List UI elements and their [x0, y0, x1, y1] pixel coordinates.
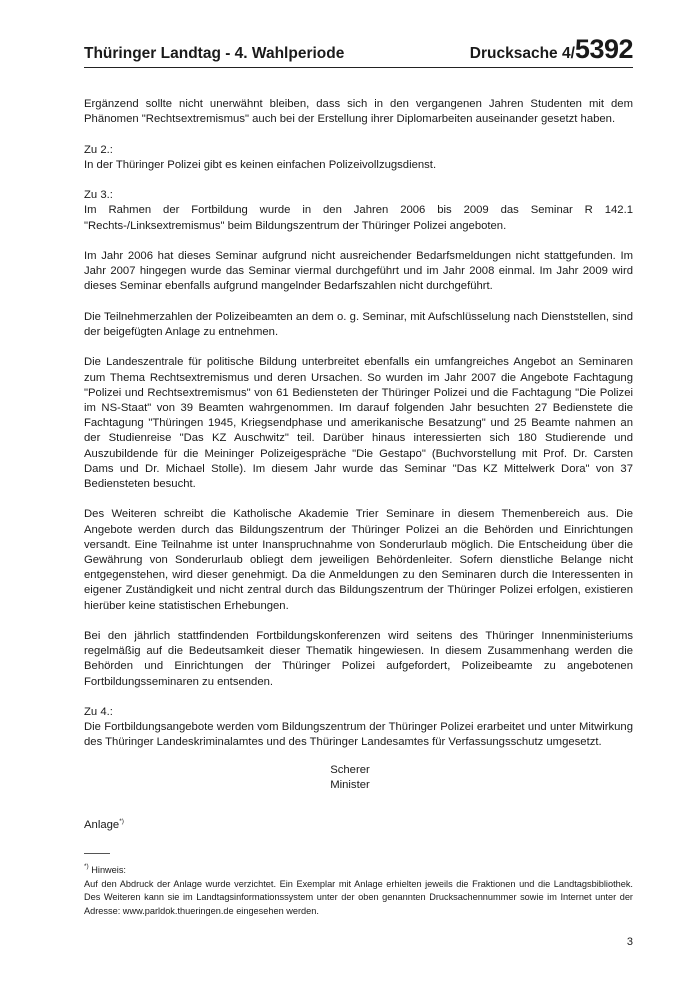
answer-4 — [84, 705, 633, 751]
answer-4-text: Die Fortbildungsangebote werden vom Bildungszentrum der Thüringer Polizei erarbeitet und unter Mitwirkung des Thüringer Landeskriminalamtes und des Thüringer Landesamtes für Verfassungsschutz umgesetzt. — [84, 721, 633, 749]
footnote-marker: *) — [84, 863, 89, 870]
signature-name: Scherer — [330, 764, 370, 776]
answer-2-text: In der Thüringer Polizei gibt es keinen einfachen Polizeivollzugsdienst. — [84, 158, 437, 171]
answer-3-text: Im Rahmen der Fortbildung wurde in den Jahren 2006 bis 2009 das Seminar R 142.1 "Rechts-/Linksextremismus" beim Bildungszentrum der Thüringer Polizei angeboten. — [84, 204, 633, 232]
annex-note — [84, 818, 124, 831]
paragraph-seminar-years: Im Jahr 2006 hat dieses Seminar aufgrund nicht ausreichender Bedarfsmeldungen nicht stattgefunden. Im Jahr 2007 hingegen wurde das Seminar viermal durchgeführt und im Jahr 2008 einmal. Im Jahr 2009 wird dieses Seminar ebenfalls aufgrund mangelnder Bedarfszahlen nicht durchgeführt. — [84, 249, 633, 293]
annex-label: Anlage — [84, 819, 120, 831]
paragraph-intro: Ergänzend sollte nicht unerwähnt bleiben, dass sich in den vergangenen Jahren Studenten mit dem Phänomen "Rechtsextremismus" auch bei der Erstellung ihrer Diplomarbeiten auseinander gesetzt haben. — [84, 98, 633, 126]
parliament-title: Thüringer Landtag - 4. Wahlperiode — [84, 45, 345, 62]
footnote-heading — [84, 860, 633, 878]
answer-2-label: Zu 2.: — [84, 143, 113, 156]
answer-4-label: Zu 4.: — [84, 706, 113, 718]
footnote-rule — [84, 853, 110, 854]
paragraph-participants: Die Teilnehmerzahlen der Polizeibeamten an dem o. g. Seminar, mit Aufschlüsselung nach Dienststellen, sind der beigefügten Anlage zu entnehmen. — [84, 310, 633, 338]
signature-role: Minister — [330, 779, 370, 792]
footnote-text: Auf den Abdruck der Anlage wurde verzichtet. Ein Exemplar mit Anlage erhielten jeweils die Fraktionen und die Landtagsbibliothek. Des Weiteren kann sie im Landtagsinformationssystem unter der oben genannten Drucksachennummer sowie im Internet unter der Adresse: www.parldok.thueringen.de eingesehen werden. — [84, 878, 633, 916]
document-number — [470, 34, 633, 65]
document-number-value: 5392 — [574, 34, 633, 64]
document-number-label: Drucksache 4/ — [469, 45, 575, 62]
footnote-heading-text: Hinweis: — [91, 865, 126, 875]
answer-3 — [84, 188, 633, 234]
answer-3-label: Zu 3.: — [84, 189, 113, 202]
page-header — [84, 30, 633, 68]
annex-footnote-marker: *) — [119, 818, 124, 825]
document-body — [84, 97, 633, 751]
signature-block — [0, 763, 700, 793]
page-number: 3 — [626, 936, 633, 948]
answer-2 — [84, 143, 633, 173]
footnote — [84, 860, 633, 918]
header-rule — [84, 67, 633, 68]
paragraph-fortbildungskonferenzen: Bei den jährlich stattfindenden Fortbildungskonferenzen wird seitens des Thüringer Innenministeriums regelmäßig auf die Bedeutsamkeit dieser Thematik hingewiesen. In diesem Zusammenhang werden die Behörden und Einrichtungen der Thüringer Polizei aufgefordert, Polizeibeamte zu angebotenen Fortbildungsseminaren zu entsenden. — [84, 630, 633, 688]
paragraph-landeszentrale: Die Landeszentrale für politische Bildung unterbreitet ebenfalls ein umfangreiches Angebot an Seminaren zum Thema Rechtsextremismus und deren Ursachen. So wurden im Jahr 2007 die Angebote Fachtagung "Polizei und Rechtsextremismus" von 61 Bediensteten der Thüringer Polizei und die Fachtagung "Die Polizei im NS-Staat" von 39 Beamten wahrgenommen. Im darauf folgenden Jahr besuchten 27 Bedienstete die Fachtagung "Thüringen 1945, Kriegsendphase und amerikanische Besatzung" und 25 Beamte nahmen an der Studienreise "Das KZ Auschwitz" teil. Darüber hinaus interessierten sich 180 Studierende und Auszubildende für die Meininger Polizeigespräche "Die Gestapo" (Buchvorstellung mit Prof. Dr. Carsten Dams und Dr. Michael Stolle). Im diesem Jahr wurde das Seminar "Das KZ Mittelwerk Dora" von 37 Bediensteten besucht. — [84, 356, 633, 490]
paragraph-akademie-trier: Des Weiteren schreibt die Katholische Akademie Trier Seminare in diesem Themenbereich aus. Die Angebote werden durch das Bildungszentrum der Thüringer Polizei an die Behörden und Einrichtungen versandt. Eine Teilnahme ist unter Inanspruchnahme von Sonderurlaub möglich. Die Entscheidung über die Gewährung von Sonderurlaub obliegt dem jeweiligen Behördenleiter. Sofern dienstliche Belange nicht entgegenstehen, wird dieser genehmigt. Da die Anmeldungen zu den Seminaren durch die Interessenten in eigener Zuständigkeit und nicht zentral durch das Bildungszentrum der Thüringer Polizei erfolgen, existieren hierüber keine statistischen Erhebungen. — [84, 508, 633, 612]
